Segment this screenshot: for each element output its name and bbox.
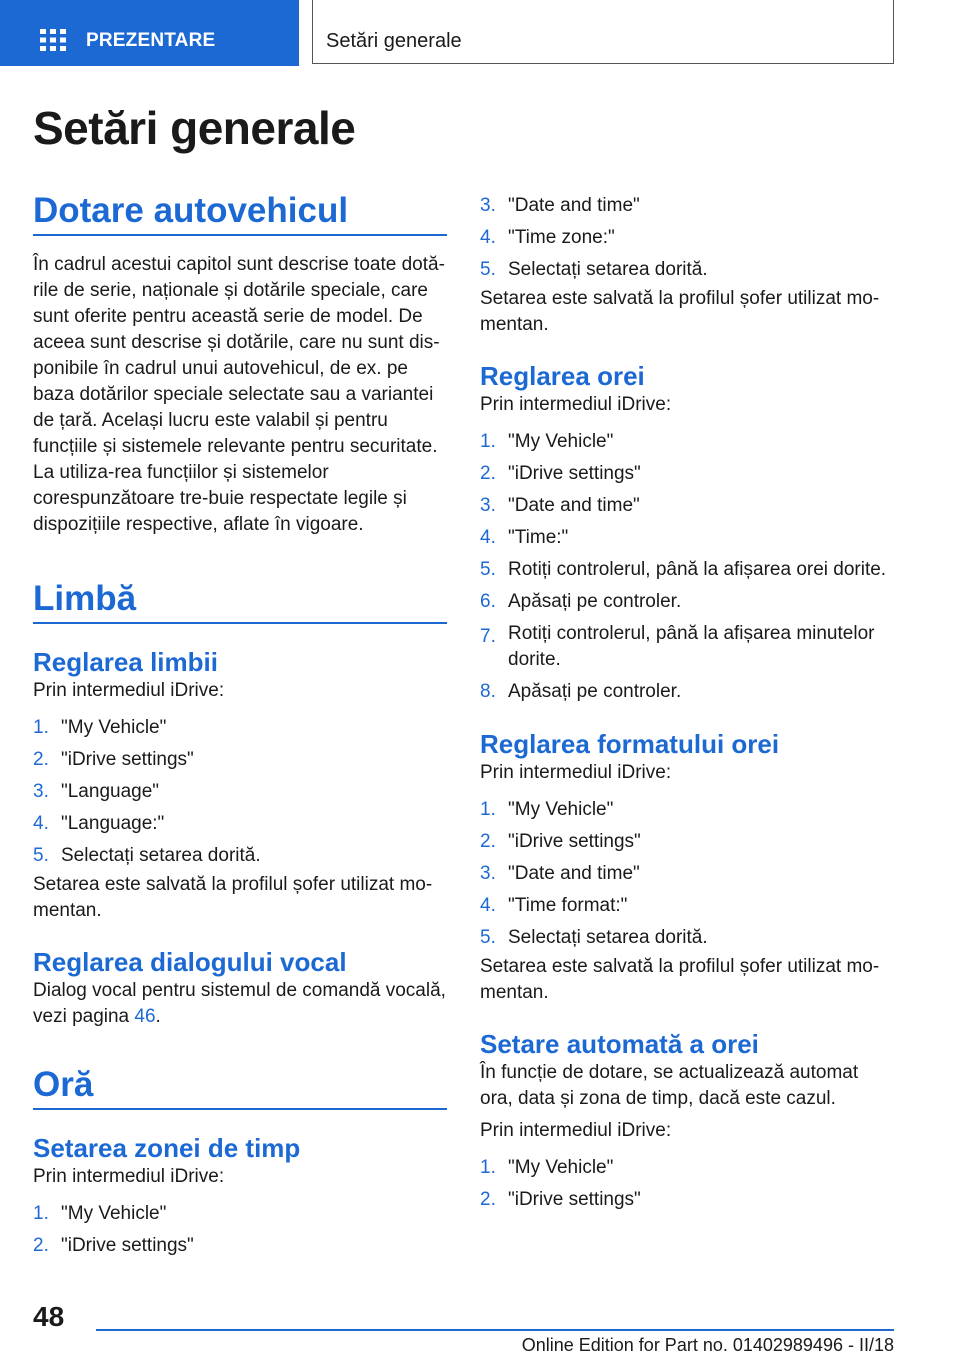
list-item [33,776,447,808]
list-item [480,858,894,890]
list-item [480,190,894,222]
right-column [480,190,894,1216]
list-item [33,744,447,776]
heading-ora: Oră [33,1065,94,1104]
heading-setare-automata: Setare automată a orei [480,1029,759,1059]
step-number: 5. [480,559,496,580]
page-link[interactable]: 46 [134,1006,156,1027]
grid-menu-icon [40,29,66,51]
list-item [480,458,894,490]
step-text: "Language:" [61,813,165,834]
dialog-vocal-tail: . [155,1006,161,1027]
step-text: Selectați setarea dorită. [508,927,708,948]
list-item [480,1152,894,1184]
note-text: Setarea este salvată la profilul șofer utilizat mo-mentan. [480,956,880,1003]
intro-text: Prin intermediul iDrive: [480,1120,672,1141]
heading-rule [33,234,447,236]
list-item [480,426,894,458]
list-item [480,794,894,826]
step-text: "Time:" [508,527,569,548]
step-number: 8. [480,681,496,702]
step-text: "iDrive settings" [61,1235,194,1256]
step-text: Apăsați pe controler. [508,681,682,702]
list-item [480,676,894,708]
header-bar [0,0,960,66]
heading-rule [33,1108,447,1110]
chapter-tab[interactable] [0,0,299,66]
step-text: "My Vehicle" [508,799,614,820]
section-tab-label: Setări generale [326,30,462,52]
step-number: 4. [480,527,496,548]
step-number: 3. [480,195,496,216]
footer-edition: Online Edition for Part no. 01402989496 - II/18 [521,1335,894,1355]
step-text: "Date and time" [508,863,640,884]
step-text: Selectați setarea dorită. [61,845,261,866]
list-item [480,586,894,618]
step-number: 2. [480,1189,496,1210]
step-number: 3. [33,781,49,802]
step-number: 1. [480,431,496,452]
list-item [480,490,894,522]
step-text: "My Vehicle" [508,1157,614,1178]
step-number: 2. [480,831,496,852]
step-number: 4. [480,895,496,916]
page-title: Setări generale [33,102,356,154]
step-number: 5. [480,927,496,948]
step-text: "My Vehicle" [508,431,614,452]
step-number: 4. [33,813,49,834]
section-tab[interactable] [312,0,894,64]
step-number: 3. [480,495,496,516]
step-text: "iDrive settings" [61,749,194,770]
heading-reglarea-limbii: Reglarea limbii [33,647,218,677]
step-text: "My Vehicle" [61,717,167,738]
step-number: 1. [33,717,49,738]
intro-text: Prin intermediul iDrive: [480,394,672,415]
step-text: "iDrive settings" [508,463,641,484]
step-text: "iDrive settings" [508,1189,641,1210]
step-text: "Language" [61,781,160,802]
list-item [33,808,447,840]
step-number: 1. [33,1203,49,1224]
list-item [480,522,894,554]
dialog-vocal-body: Dialog vocal pentru sistemul de comandă vocală, vezi pagina [33,980,446,1027]
step-number: 6. [480,591,496,612]
list-item [480,618,894,676]
step-number: 4. [480,227,496,248]
step-number: 2. [33,1235,49,1256]
step-text: Selectați setarea dorită. [508,259,708,280]
heading-rule [33,622,447,624]
intro-text: Prin intermediul iDrive: [480,762,672,783]
list-item [480,222,894,254]
step-text: "My Vehicle" [61,1203,167,1224]
list-item [480,554,894,586]
step-text: "Time zone:" [508,227,615,248]
list-item [480,826,894,858]
step-text: "Time format:" [508,895,628,916]
note-text: Setarea este salvată la profilul șofer utilizat mo-mentan. [33,874,433,921]
chapter-tab-label: PREZENTARE [86,30,216,51]
steps-list-automata [480,1152,894,1216]
heading-dotare: Dotare autovehicul [33,191,349,230]
step-text: Apăsați pe controler. [508,591,682,612]
step-text: Rotiți controlerul, până la afișarea minutelor dorite. [508,623,875,670]
heading-format-ora: Reglarea formatului orei [480,729,780,759]
step-number: 5. [33,845,49,866]
list-item [480,254,894,286]
list-item [480,890,894,922]
heading-reglarea-orei: Reglarea orei [480,361,645,391]
list-item [33,712,447,744]
heading-limba: Limbă [33,579,137,618]
steps-list-zona-cont [480,190,894,286]
step-text: "Date and time" [508,495,640,516]
step-text: "Date and time" [508,195,640,216]
step-number: 2. [480,463,496,484]
left-column [33,190,447,1262]
heading-zona-timp: Setarea zonei de timp [33,1133,301,1163]
step-text: "iDrive settings" [508,831,641,852]
page-number: 48 [33,1301,65,1332]
list-item [33,1198,447,1230]
step-number: 5. [480,259,496,280]
list-item [480,1184,894,1216]
steps-list-limba [33,712,447,872]
dotare-body: În cadrul acestui capitol sunt descrise toate dotă-rile de serie, naționale și dotările speciale, care sunt oferite pentru această serie de model. De aceea sunt descrise și dotările, care nu sunt dis-ponibile în cadrul unui autovehicul, de ex. pe baza dotărilor speciale selectate sau a variantei de țară. Același lucru este valabil și pentru funcțiile și sistemele relevante pentru securitate. La utiliza-rea funcțiilor și sistemelor corespunzătoare tre-buie respectate legile și dispozițiile respective, aflate în vigoare. [33,254,445,535]
steps-list-format [480,794,894,954]
step-number: 1. [480,799,496,820]
steps-list-ora [480,426,894,708]
list-item [33,840,447,872]
step-number: 7. [480,626,496,647]
heading-dialog-vocal: Reglarea dialogului vocal [33,947,347,977]
note-text: Setarea este salvată la profilul șofer utilizat mo-mentan. [480,288,880,335]
intro-text: Prin intermediul iDrive: [33,680,225,701]
list-item [480,922,894,954]
intro-text: Prin intermediul iDrive: [33,1166,225,1187]
automata-body: În funcție de dotare, se actualizează automat ora, data și zona de timp, dacă este cazul. [480,1062,859,1109]
step-number: 3. [480,863,496,884]
steps-list-zona [33,1198,447,1262]
step-text: Rotiți controlerul, până la afișarea orei dorite. [508,559,887,580]
dialog-vocal-text [33,978,447,1030]
list-item [33,1230,447,1262]
step-number: 2. [33,749,49,770]
footer-rule [96,1329,894,1331]
step-number: 1. [480,1157,496,1178]
